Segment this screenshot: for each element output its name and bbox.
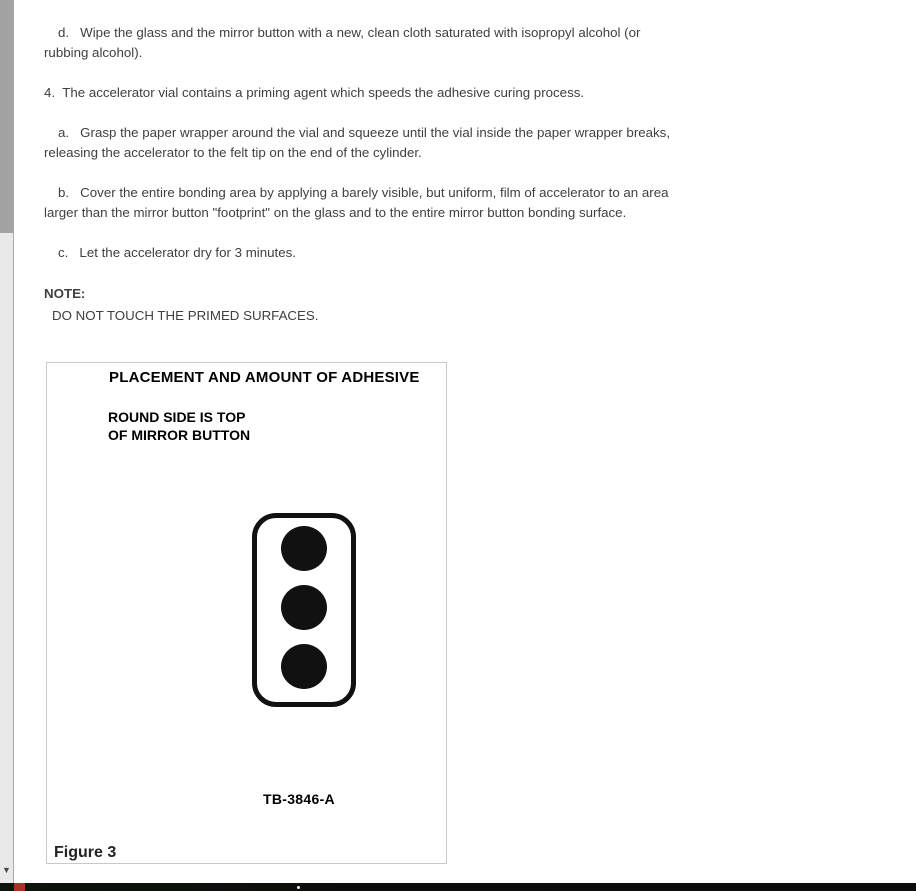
- figure-subtitle: [108, 408, 250, 444]
- note-text: DO NOT TOUCH THE PRIMED SURFACES.: [52, 308, 319, 323]
- adhesive-dot-2: [281, 585, 327, 630]
- figure-subtitle-line-1: ROUND SIDE IS TOP: [108, 409, 246, 425]
- scroll-down-arrow-icon[interactable]: ▼: [2, 865, 11, 875]
- figure-subtitle-line-2: OF MIRROR BUTTON: [108, 427, 251, 443]
- paragraph-step-4c: c. Let the accelerator dry for 3 minutes.: [58, 245, 296, 260]
- taskbar-indicator-dot: [297, 886, 300, 889]
- paragraph-step-4b: b. Cover the entire bonding area by applying a barely visible, but uniform, film of accelerator to an area larger than the mirror button "footprint" on the glass and to the entire mirror button bonding surface.: [44, 185, 673, 220]
- taskbar-red-item[interactable]: [14, 883, 25, 891]
- scrollbar-thumb[interactable]: [0, 0, 13, 233]
- document-page: [15, 0, 916, 883]
- figure-3: [46, 362, 447, 864]
- adhesive-dot-1: [281, 526, 327, 571]
- paragraph-step-d: d. Wipe the glass and the mirror button with a new, clean cloth saturated with isopropyl alcohol (or rubbing alcohol).: [44, 25, 645, 60]
- mirror-button-drawing: [252, 513, 356, 707]
- paragraph-step-4: 4. The accelerator vial contains a priming agent which speeds the adhesive curing process.: [44, 85, 585, 100]
- taskbar: [0, 883, 916, 891]
- figure-caption: Figure 3: [54, 844, 117, 861]
- figure-title: PLACEMENT AND AMOUNT OF ADHESIVE: [109, 369, 420, 386]
- paragraph-step-4a: a. Grasp the paper wrapper around the vial and squeeze until the vial inside the paper wrapper breaks, releasing the accelerator to the felt tip on the end of the cylinder.: [44, 125, 674, 160]
- adhesive-dot-3: [281, 644, 327, 689]
- vertical-scrollbar[interactable]: [0, 0, 14, 883]
- figure-drawing-label: TB-3846-A: [263, 791, 335, 807]
- note-label: NOTE:: [44, 286, 86, 301]
